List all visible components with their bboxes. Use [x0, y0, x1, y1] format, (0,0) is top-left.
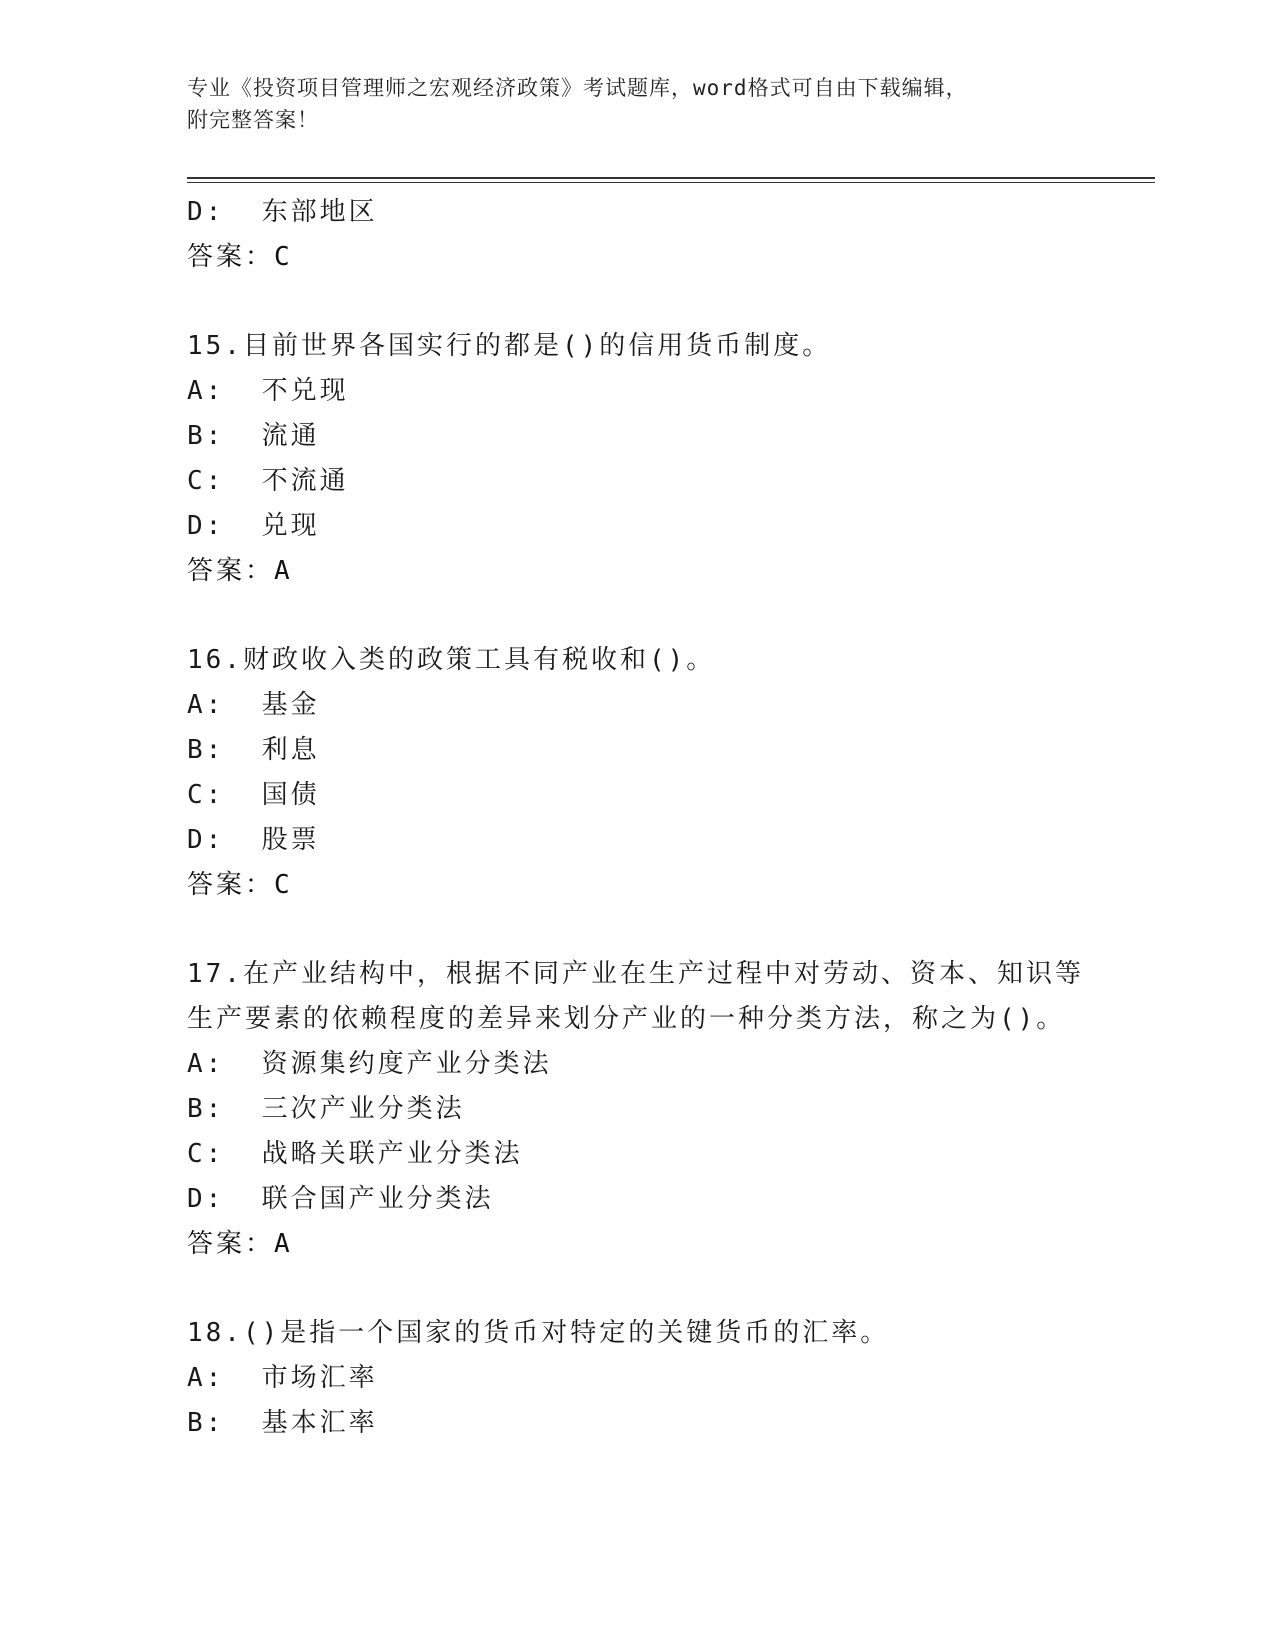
option-a: A: 不兑现 [187, 376, 349, 406]
option-d: D: 兑现 [187, 511, 320, 541]
option-d: D: 股票 [187, 825, 320, 855]
question-stem: 18.()是指一个国家的货币对特定的关键货币的汇率。 [187, 1318, 890, 1348]
header-line-2: 附完整答案！ [187, 108, 319, 132]
option-d: D: 东部地区 [187, 197, 378, 227]
document-header [187, 72, 1087, 136]
option-c: C: 国债 [187, 780, 320, 810]
spacer [187, 594, 1147, 638]
header-divider-thick [187, 177, 1155, 179]
option-b: B: 利息 [187, 735, 320, 765]
question-14-tail [187, 190, 1147, 280]
spacer [187, 280, 1147, 324]
option-c: C: 不流通 [187, 466, 349, 496]
option-b: B: 基本汇率 [187, 1408, 378, 1438]
question-stem: 15.目前世界各国实行的都是()的信用货币制度。 [187, 331, 832, 361]
question-18 [187, 1311, 1147, 1446]
option-d: D: 联合国产业分类法 [187, 1184, 494, 1214]
answer-line: 答案：A [187, 1229, 293, 1259]
option-b: B: 流通 [187, 421, 320, 451]
question-16 [187, 638, 1147, 908]
spacer [187, 908, 1147, 952]
question-stem: 16.财政收入类的政策工具有税收和()。 [187, 645, 716, 675]
option-a: A: 资源集约度产业分类法 [187, 1049, 552, 1079]
option-a: A: 市场汇率 [187, 1363, 378, 1393]
header-divider-thin [187, 182, 1155, 183]
question-stem-line-1: 17.在产业结构中，根据不同产业在生产过程中对劳动、资本、知识等 [187, 959, 1084, 989]
spacer [187, 1267, 1147, 1311]
question-15 [187, 324, 1147, 594]
answer-line: 答案：C [187, 870, 293, 900]
answer-line: 答案：C [187, 242, 293, 272]
option-c: C: 战略关联产业分类法 [187, 1139, 523, 1169]
question-stem-line-2: 生产要素的依赖程度的差异来划分产业的一种分类方法，称之为()。 [187, 1004, 1066, 1034]
option-b: B: 三次产业分类法 [187, 1094, 465, 1124]
question-list [187, 190, 1147, 1446]
question-17 [187, 952, 1147, 1267]
option-a: A: 基金 [187, 690, 320, 720]
header-line-1: 专业《投资项目管理师之宏观经济政策》考试题库，word格式可自由下载编辑， [187, 76, 968, 100]
answer-line: 答案：A [187, 556, 293, 586]
